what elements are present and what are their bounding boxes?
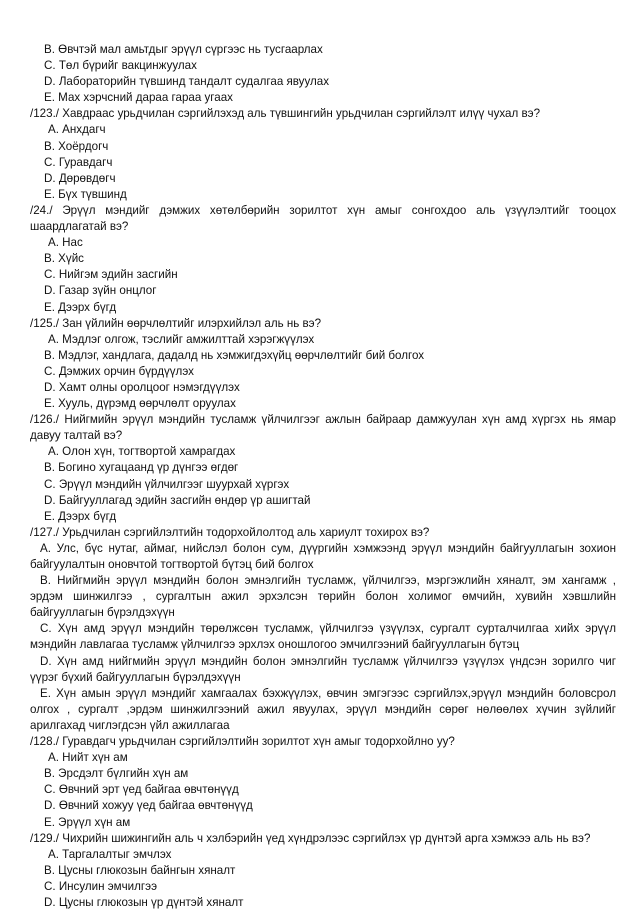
document-page bbox=[30, 42, 616, 911]
answer-option: C. Дэмжих орчин бүрдүүлэх bbox=[44, 364, 194, 378]
answer-option: D. Дөрөвдөгч bbox=[44, 171, 116, 185]
answer-option: D. Цусны глюкозын үр дүнтэй хяналт bbox=[44, 895, 244, 909]
answer-option: D. Лабораторийн түвшинд тандалт судалгаа явуулах bbox=[44, 75, 330, 89]
answer-option: D. Газар зүйн онцлог bbox=[44, 284, 157, 298]
answer-option: D. Өвчний хожуу үед байгаа өвчтөнүүд bbox=[44, 799, 253, 813]
answer-option: B. Богино хугацаанд үр дүнгээ өгдөг bbox=[44, 461, 239, 475]
answer-paragraph: C. Хүн амд эрүүл мэндийн төрөлжсөн тусламж, үйлчилгээ үзүүлэх, сургалт сурталчилгаа хийх эрүүл мэндийн лавлагаа тусламж үйлчилгээ эрхлэх оношлогоо эмчилгээний байгууллагын бүтэц bbox=[30, 622, 616, 652]
question-text: /129./ Чихрийн шижингийн аль ч хэлбэрийн үед хүндрэлээс сэргийлэх үр дүнтэй арга хэмжээ аль нь вэ? bbox=[30, 831, 591, 845]
question-text: /24./ Эрүүл мэндийг дэмжих хөтөлбөрийн зорилтот хүн амыг сонгохдоо аль үзүүлэлтийг тооцох шаардлагатай вэ? bbox=[30, 203, 616, 234]
answer-option: C. Төл бүрийг вакцинжуулах bbox=[44, 59, 197, 73]
answer-option: E. Хууль, дүрэмд өөрчлөлт оруулах bbox=[44, 397, 236, 411]
answer-option: A. Олон хүн, тогтвортой хамрагдах bbox=[48, 445, 236, 459]
answer-option: C. Эрүүл мэндийн үйлчилгээг шуурхай хүргэх bbox=[44, 477, 290, 491]
answer-option: B. Өвчтэй мал амьтдыг эрүүл сүргээс нь тусгаарлах bbox=[44, 43, 323, 56]
answer-option: B. Хүйс bbox=[44, 252, 84, 266]
answer-option: E. Бүх түвшинд bbox=[44, 187, 127, 201]
answer-option: A. Нас bbox=[48, 236, 83, 250]
answer-paragraph: B. Нийгмийн эрүүл мэндийн болон эмнэлгийн тусламж, үйлчилгээ, мэргэжлийн хяналт, эм хангамж , эрдэм шинжилгээ , сургалтын ажил эрхэлсэн төрийн болон холимог өмчийн, хувийн хэвшлийн байгууллагын бүрэлдэхүүн bbox=[30, 574, 616, 620]
answer-paragraph: D. Хүн амд нийгмийн эрүүл мэндийн болон эмнэлгийн тусламж үйлчилгээ үзүүлэх үндсэн зорилго чиг үүрэг бүхий байгууллагын бүрэлдэхүүн bbox=[30, 654, 616, 684]
question-text: /128./ Гуравдагч урьдчилан сэргийлэлтийн зорилтот хүн амыг тодорхойлно уу? bbox=[30, 735, 455, 749]
question-text: /127./ Урьдчилан сэргийлэлтийн тодорхойлолтод аль хариулт тохирох вэ? bbox=[30, 525, 430, 539]
answer-option: B. Хоёрдогч bbox=[44, 139, 109, 153]
answer-option: B. Мэдлэг, хандлага, дадалд нь хэмжигдэхүйц өөрчлөлтийг бий болгох bbox=[44, 348, 425, 362]
answer-option: E. Дээрх бүгд bbox=[44, 300, 117, 314]
answer-option: B. Цусны глюкозын байнгын хяналт bbox=[44, 863, 236, 877]
answer-option: A. Нийт хүн ам bbox=[48, 751, 128, 765]
answer-option: C. Гуравдагч bbox=[44, 155, 113, 169]
answer-option: E. Дээрх бүгд bbox=[44, 509, 117, 523]
answer-option: C. Инсулин эмчилгээ bbox=[44, 879, 157, 893]
answer-option: D. Байгууллагад эдийн засгийн өндөр үр ашигтай bbox=[44, 493, 311, 507]
answer-option: C. Өвчний эрт үед байгаа өвчтөнүүд bbox=[44, 783, 239, 797]
answer-option: E. Мах хэрчсний дараа гараа угаах bbox=[44, 91, 233, 105]
answer-option: C. Нийгэм эдийн засгийн bbox=[44, 268, 178, 282]
answer-option: A. Мэдлэг олгож, тэслийг амжилттай хэрэгжүүлэх bbox=[48, 332, 315, 346]
answer-option: A. Таргалалтыг эмчлэх bbox=[48, 847, 172, 861]
answer-option: A. Анхдагч bbox=[48, 123, 106, 137]
answer-paragraph: E. Хүн амын эрүүл мэндийг хамгаалах бэхжүүлэх, өвчин эмгэгээс сэргийлэх,эрүүл мэндийн боловсрол олгох , сургалт ,эрдэм шинжилгээний ажил явуулах, эрүүл мэндийн сөрөг нөлөөлөх хүчин зүйлийг арилгахад чиглэгдсэн үйл ажиллагаа bbox=[30, 686, 616, 732]
question-text: /126./ Нийгмийн эрүүл мэндийн тусламж үйлчилгээг ажлын байраар дамжуулан хүн амд хүргэх нь ямар давуу талтай вэ? bbox=[30, 413, 616, 443]
answer-paragraph: A. Улс, бүс нутаг, аймаг, нийслэл болон сум, дүүргийн хэмжээнд эрүүл мэндийн байгууллагын зохион байгуулалтын оновчтой тогтвортой бүтэц бий болгох bbox=[30, 541, 616, 571]
question-text: /123./ Хавдраас урьдчилан сэргийлэхэд аль түвшингийн урьдчилан сэргийлэлт илүү чухал вэ? bbox=[30, 107, 541, 121]
answer-option: B. Эрсдэлт бүлгийн хүн ам bbox=[44, 767, 189, 781]
question-text: /125./ Зан үйлийн өөрчлөлтийг илэрхийлэл аль нь вэ? bbox=[30, 316, 322, 330]
answer-option: D. Хамт олны оролцоог нэмэгдүүлэх bbox=[44, 380, 240, 394]
answer-option: E. Эрүүл хүн ам bbox=[44, 815, 131, 829]
